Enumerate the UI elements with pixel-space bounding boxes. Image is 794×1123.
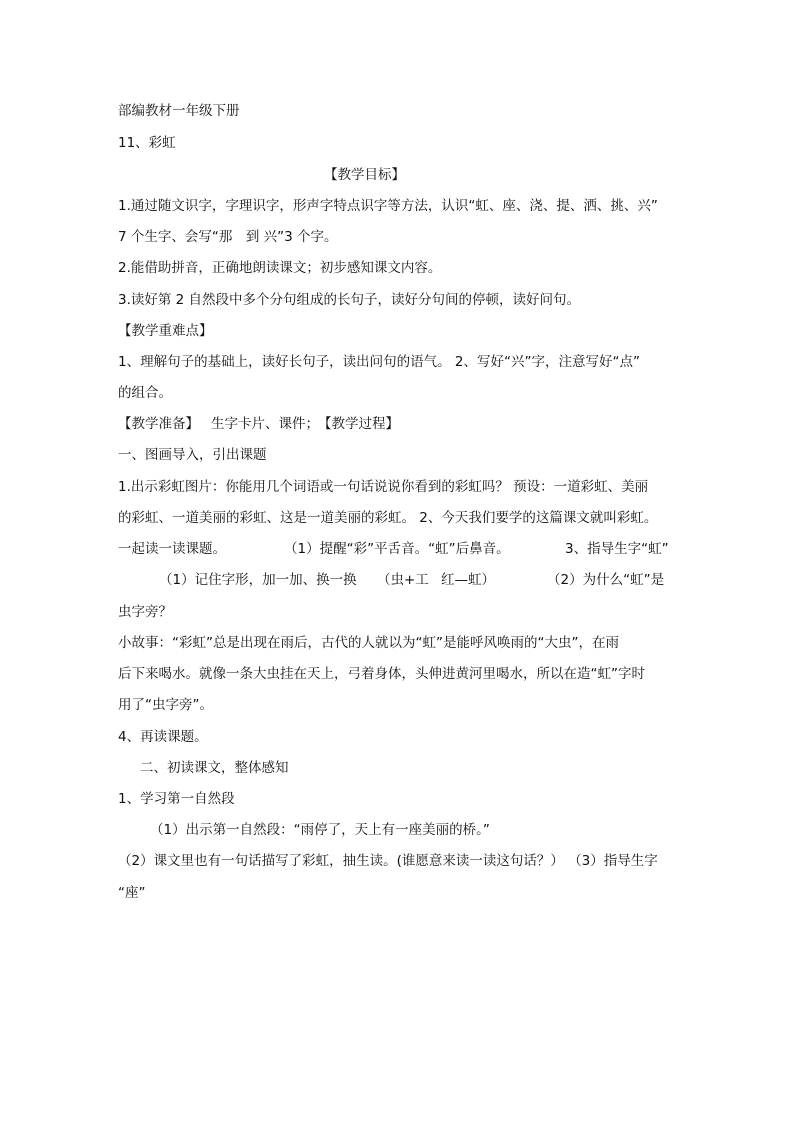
prep-text: 生字卡片、课件；	[211, 416, 319, 432]
keypoint-line: 的组合。	[118, 385, 172, 401]
doc-header: 部编教材一年级下册	[118, 103, 240, 119]
step1-line4-c: 红—虹）	[441, 572, 495, 588]
step2-title: 二、初读课文，整体感知	[140, 760, 289, 776]
step1-paragraph-line: 的彩虹、一道美丽的彩虹、这是一道美丽的彩虹。 2、今天我们要学的这篇课文就叫彩虹。	[118, 510, 658, 526]
reread-line: 4、再读课题。	[118, 729, 208, 745]
step1-line4-d: （2）为什么“虹”是	[547, 572, 665, 588]
objective-line: 7 个生字、会写“那 到 兴”3 个字。	[118, 229, 338, 245]
step2-item: （1）出示第一自然段：“雨停了，天上有一座美丽的桥。”	[150, 822, 490, 838]
section-objectives-heading: 【教学目标】	[324, 167, 405, 183]
step1-paragraph-line: 1.出示彩虹图片：你能用几个词语或一句话说说你看到的彩虹吗？ 预设：一道彩虹、美丽	[118, 479, 649, 495]
prep-label: 【教学准备】	[118, 416, 199, 432]
step1-line5: 虫字旁？	[118, 604, 172, 620]
story-line: 后下来喝水。就像一条大虫挂在天上，弓着身体，头伸进黄河里喝水，所以在造“虹”字时	[118, 666, 645, 682]
step1-line3-b: （1）提醒“彩”平舌音。“虹”后鼻音。	[284, 541, 510, 557]
step1-line3-c: 3、指导生字“虹”	[565, 541, 669, 557]
lesson-title: 11、彩虹	[118, 135, 176, 151]
step1-title: 一、图画导入，引出课题	[118, 447, 267, 463]
step2-item: “座”	[118, 885, 146, 901]
keypoint-line: 1、理解句子的基础上，读好长句子，读出问句的语气。 2、写好“兴”字，注意写好“点”	[118, 354, 640, 370]
section-keypoints-heading: 【教学重难点】	[118, 323, 213, 339]
objective-line: 3.读好第 2 自然段中多个分句组成的长句子，读好分句间的停顿，读好问句。	[118, 292, 581, 308]
step1-line4-a: （1）记住字形，加一加、换一换	[159, 572, 357, 588]
step1-line3-a: 一起读一读课题。	[118, 541, 226, 557]
story-line: 用了“虫字旁”。	[118, 697, 213, 713]
objective-line: 2.能借助拼音，正确地朗读课文；初步感知课文内容。	[118, 260, 442, 276]
objective-line: 1.通过随文识字，字理识字，形声字特点识字等方法，认识“虹、座、浇、提、洒、挑、兴”	[118, 198, 658, 214]
step2-subtitle: 1、学习第一自然段	[118, 791, 235, 807]
step1-line4-b: （虫+工	[377, 572, 429, 588]
step2-item: （2）课文里也有一句话描写了彩虹，抽生读。(谁愿意来读一读这句话？） （3）指导生字	[118, 853, 658, 869]
process-label: 【教学过程】	[318, 416, 399, 432]
story-line: 小故事：“彩虹”总是出现在雨后，古代的人就以为“虹”是能呼风唤雨的“大虫”，在雨	[118, 635, 619, 651]
